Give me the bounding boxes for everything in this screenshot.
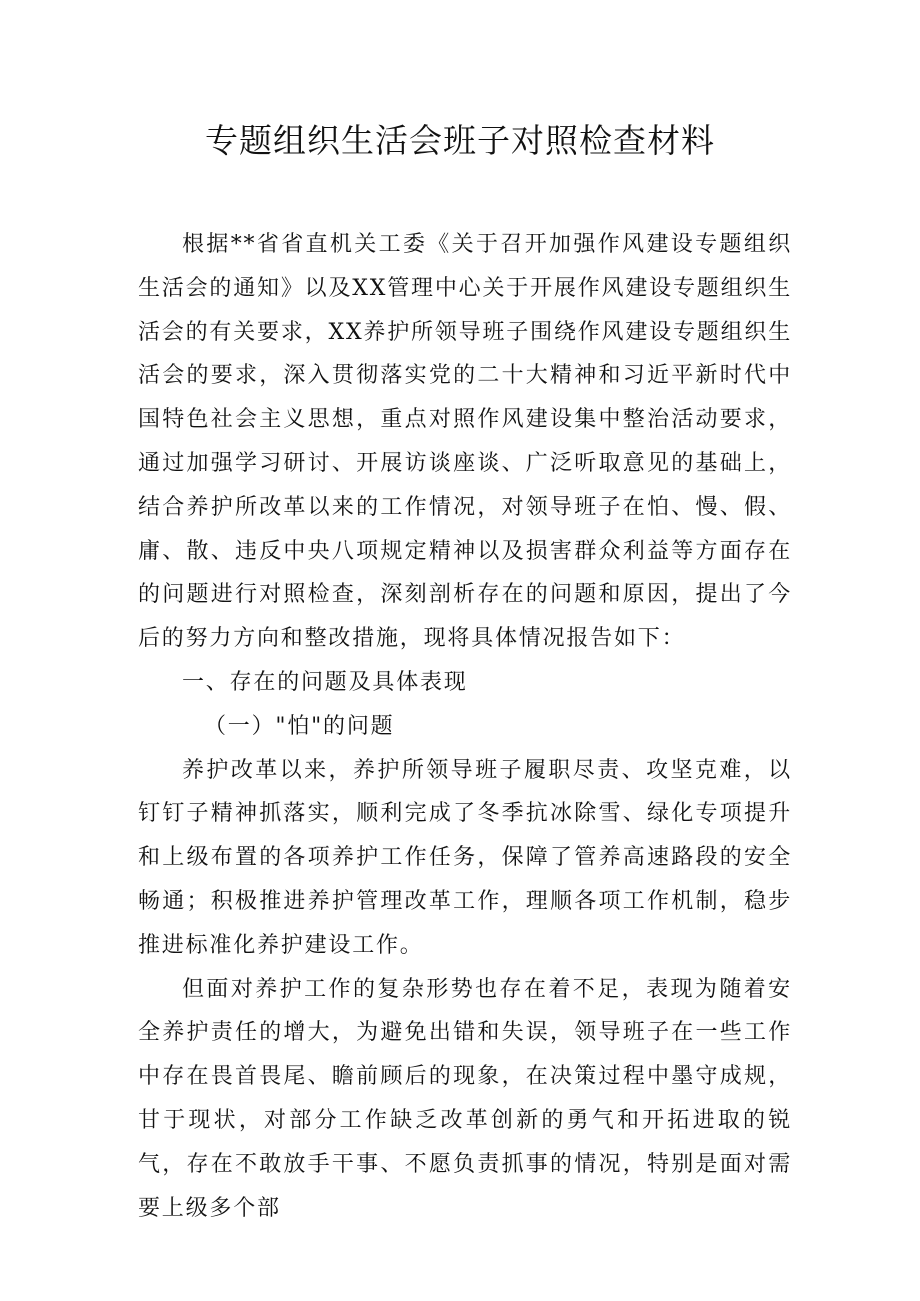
paragraph-shortcomings: 但面对养护工作的复杂形势也存在着不足，表现为随着安全养护责任的增大，为避免出错和失误，领导班子在一些工作中存在畏首畏尾、瞻前顾后的现象，在决策过程中墨守成规，甘于现状，对部分工作缺乏改革创新的勇气和开拓进取的锐气，存在不敢放手干事、不愿负责抓事的情况，特别是面对需要上级多个部 — [138, 976, 792, 1221]
document-body — [138, 223, 792, 1230]
intro-paragraph: 根据**省省直机关工委《关于召开加强作风建设专题组织生活会的通知》以及XX管理中心关于开展作风建设专题组织生活会的有关要求，XX养护所领导班子围绕作风建设专题组织生活会的要求，深入贯彻落实党的二十大精神和习近平新时代中国特色社会主义思想，重点对照作风建设集中整治活动要求，通过加强学习研讨、开展访谈座谈、广泛听取意见的基础上，结合养护所改革以来的工作情况，对领导班子在怕、慢、假、庸、散、违反中央八项规定精神以及损害群众利益等方面存在的问题进行对照检查，深刻剖析存在的问题和原因，提出了今后的努力方向和整改措施，现将具体情况报告如下： — [138, 232, 792, 652]
document-title: 专题组织生活会班子对照检查材料 — [205, 121, 715, 160]
subsection-heading: （一）"怕"的问题 — [204, 713, 395, 739]
section-heading: 一、存在的问题及具体表现 — [182, 669, 468, 695]
paragraph-achievements: 养护改革以来，养护所领导班子履职尽责、攻坚克难，以钉钉子精神抓落实，顺利完成了冬季抗冰除雪、绿化专项提升和上级布置的各项养护工作任务，保障了管养高速路段的安全畅通；积极推进养护管理改革工作，理顺各项工作机制，稳步推进标准化养护建设工作。 — [138, 757, 792, 958]
